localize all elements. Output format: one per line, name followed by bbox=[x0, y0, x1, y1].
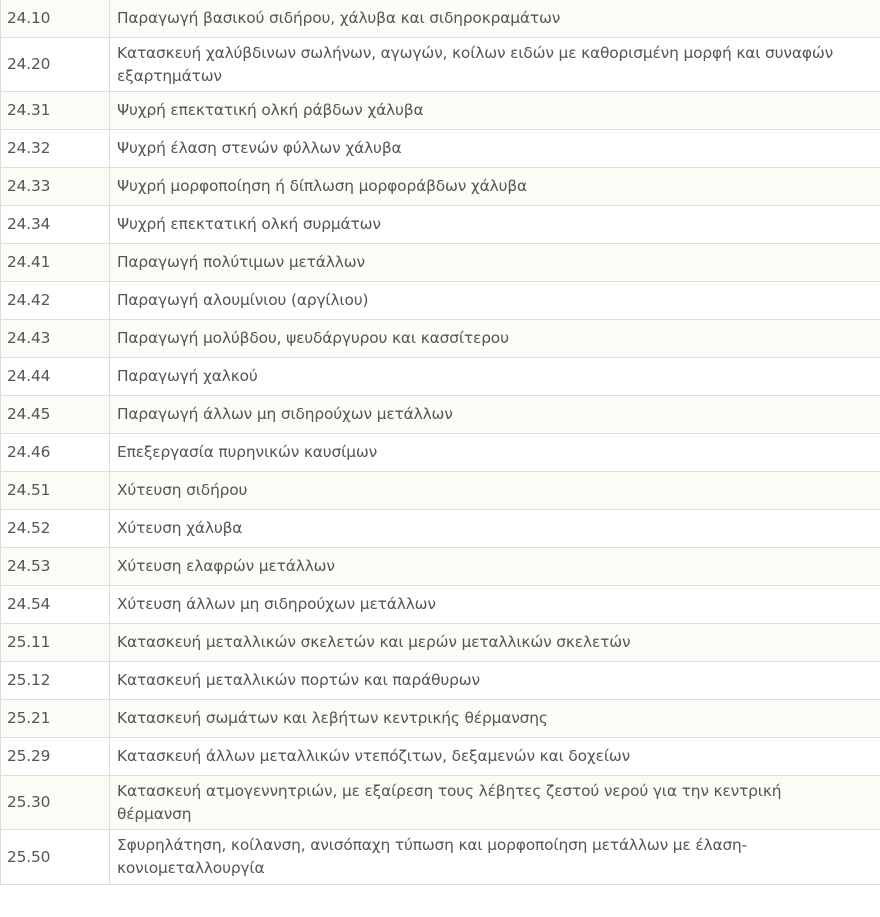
activity-code-cell: 25.12 bbox=[1, 662, 110, 700]
table-row bbox=[1, 0, 880, 38]
activity-description-cell: Χύτευση χάλυβα bbox=[110, 510, 880, 548]
activity-description-cell: Ψυχρή επεκτατική ολκή συρμάτων bbox=[110, 206, 880, 244]
activity-description-cell: Παραγωγή άλλων μη σιδηρούχων μετάλλων bbox=[110, 396, 880, 434]
activity-code-cell: 24.41 bbox=[1, 244, 110, 282]
activity-description-cell: Σφυρηλάτηση, κοίλανση, ανισόπαχη τύπωση και μορφοποίηση μετάλλων με έλαση-κονιομεταλλουργία bbox=[110, 830, 880, 885]
activity-code-cell: 24.51 bbox=[1, 472, 110, 510]
activity-description-cell: Παραγωγή μολύβδου, ψευδάργυρου και κασσίτερου bbox=[110, 320, 880, 358]
table-row bbox=[1, 738, 880, 776]
activity-description-cell: Κατασκευή ατμογεννητριών, με εξαίρεση τους λέβητες ζεστού νερού για την κεντρική θέρμανση bbox=[110, 776, 880, 830]
activity-code-cell: 25.11 bbox=[1, 624, 110, 662]
activity-code-cell: 24.34 bbox=[1, 206, 110, 244]
activity-code-cell: 24.32 bbox=[1, 130, 110, 168]
table-row bbox=[1, 624, 880, 662]
table-row bbox=[1, 662, 880, 700]
table-row bbox=[1, 396, 880, 434]
table-row bbox=[1, 586, 880, 624]
activity-code-cell: 24.45 bbox=[1, 396, 110, 434]
table-row bbox=[1, 472, 880, 510]
table-row bbox=[1, 700, 880, 738]
activity-code-cell: 24.20 bbox=[1, 38, 110, 92]
activity-description-cell: Παραγωγή χαλκού bbox=[110, 358, 880, 396]
activity-description-cell: Κατασκευή μεταλλικών σκελετών και μερών μεταλλικών σκελετών bbox=[110, 624, 880, 662]
activity-code-cell: 24.44 bbox=[1, 358, 110, 396]
activity-description-cell: Παραγωγή βασικού σιδήρου, χάλυβα και σιδηροκραμάτων bbox=[110, 0, 880, 38]
table-row bbox=[1, 92, 880, 130]
activity-description-cell: Κατασκευή άλλων μεταλλικών ντεπόζιτων, δεξαμενών και δοχείων bbox=[110, 738, 880, 776]
activity-code-cell: 24.31 bbox=[1, 92, 110, 130]
table-row bbox=[1, 130, 880, 168]
activity-description-cell: Χύτευση σιδήρου bbox=[110, 472, 880, 510]
activity-description-cell: Χύτευση άλλων μη σιδηρούχων μετάλλων bbox=[110, 586, 880, 624]
activity-code-cell: 25.29 bbox=[1, 738, 110, 776]
activity-code-cell: 24.43 bbox=[1, 320, 110, 358]
table-row bbox=[1, 776, 880, 830]
table-row bbox=[1, 168, 880, 206]
activity-code-cell: 24.10 bbox=[1, 0, 110, 38]
table-row bbox=[1, 244, 880, 282]
table-row bbox=[1, 358, 880, 396]
activity-description-cell: Χύτευση ελαφρών μετάλλων bbox=[110, 548, 880, 586]
activity-code-cell: 24.42 bbox=[1, 282, 110, 320]
activity-code-cell: 24.53 bbox=[1, 548, 110, 586]
activity-description-cell: Κατασκευή μεταλλικών πορτών και παράθυρων bbox=[110, 662, 880, 700]
table-row bbox=[1, 38, 880, 92]
activity-description-cell: Ψυχρή μορφοποίηση ή δίπλωση μορφοράβδων χάλυβα bbox=[110, 168, 880, 206]
activity-description-cell: Ψυχρή επεκτατική ολκή ράβδων χάλυβα bbox=[110, 92, 880, 130]
activity-description-cell: Κατασκευή χαλύβδινων σωλήνων, αγωγών, κοίλων ειδών με καθορισμένη μορφή και συναφών εξαρτημάτων bbox=[110, 38, 880, 92]
table-row bbox=[1, 548, 880, 586]
activity-code-cell: 25.30 bbox=[1, 776, 110, 830]
activity-code-cell: 24.33 bbox=[1, 168, 110, 206]
activity-code-cell: 25.21 bbox=[1, 700, 110, 738]
table-row bbox=[1, 206, 880, 244]
activity-code-cell: 24.52 bbox=[1, 510, 110, 548]
activity-description-cell: Επεξεργασία πυρηνικών καυσίμων bbox=[110, 434, 880, 472]
activity-code-cell: 24.54 bbox=[1, 586, 110, 624]
activity-description-cell: Ψυχρή έλαση στενών φύλλων χάλυβα bbox=[110, 130, 880, 168]
table-row bbox=[1, 510, 880, 548]
table-row bbox=[1, 830, 880, 885]
activity-code-cell: 25.50 bbox=[1, 830, 110, 885]
activity-description-cell: Παραγωγή πολύτιμων μετάλλων bbox=[110, 244, 880, 282]
activity-description-cell: Παραγωγή αλουμίνιου (αργίλιου) bbox=[110, 282, 880, 320]
table-row bbox=[1, 434, 880, 472]
table-row bbox=[1, 320, 880, 358]
table-row bbox=[1, 282, 880, 320]
activity-code-cell: 24.46 bbox=[1, 434, 110, 472]
activity-description-cell: Κατασκευή σωμάτων και λεβήτων κεντρικής θέρμανσης bbox=[110, 700, 880, 738]
